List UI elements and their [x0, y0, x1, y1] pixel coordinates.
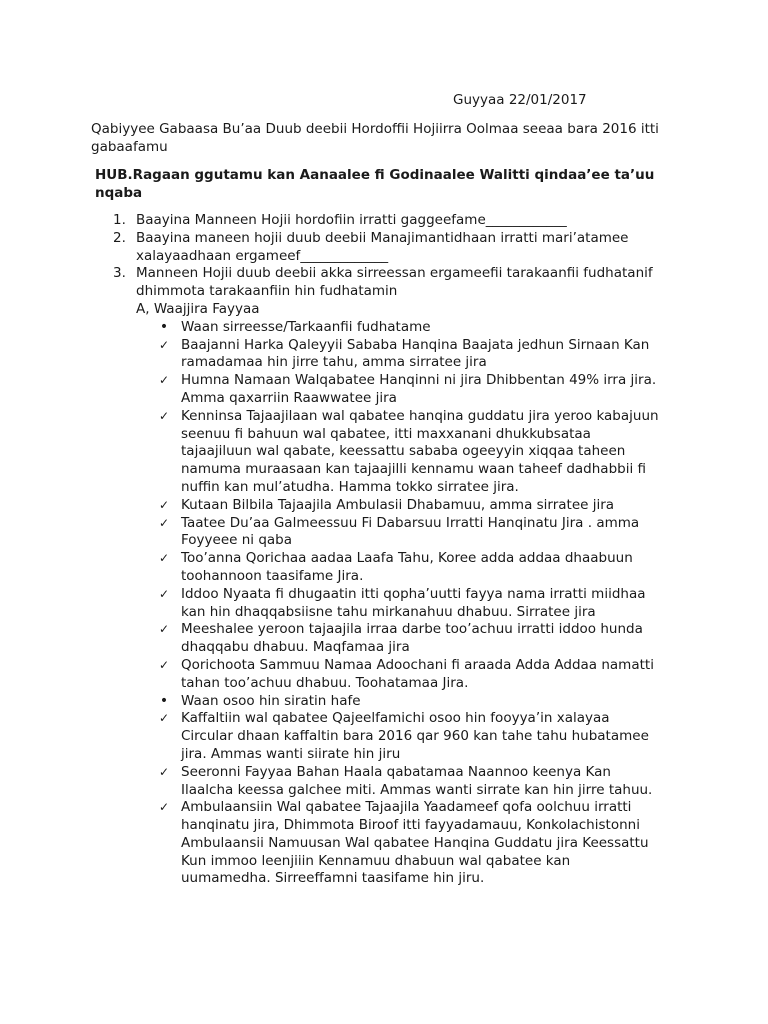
bullet-item: [159, 337, 659, 373]
subheading: A, Waajjira Fayyaa: [136, 300, 260, 317]
bullet-dot-icon: •: [159, 692, 169, 709]
bullet-text: Baajanni Harka Qaleyyii Sababa Hanqina Baajata jedhun Sirnaan Kan ramadamaa hin jirre tahu, amma sirratee jira: [181, 336, 650, 371]
checkmark-icon: ✓: [158, 408, 170, 423]
bullet-text: Qorichoota Sammuu Namaa Adoochani fi araada Adda Addaa namatti tahan too’achuu dhabuu. Toohatamaa Jira.: [181, 656, 654, 691]
bullet-dot-icon: •: [159, 318, 169, 335]
checkmark-icon: ✓: [158, 622, 170, 637]
checkmark-icon: ✓: [158, 551, 170, 566]
item-number: 1.: [113, 212, 126, 228]
item-number: 2.: [113, 229, 126, 246]
bullet-text: Kaffaltiin wal qabatee Qajeelfamichi osoo hin fooyya’in xalayaa Circular dhaan kaffaltin bara 2016 qar 960 kan tahe tahu hubatamee jira. Ammas wanti siirate hin jiru: [181, 710, 649, 762]
intro-paragraph: Qabiyyee Gabaasa Bu’aa Duub deebii Hordoffii Hojiirra Oolmaa seeaa bara 2016 itti gabaafamu: [91, 121, 659, 155]
bullet-text: Waan sirreesse/Tarkaanfii fudhatame: [181, 318, 431, 335]
bullet-item: [159, 408, 659, 497]
item-text: Baayina Manneen Hojii hordofiin irratti gaggeefame____________: [136, 212, 567, 228]
bullet-text: Iddoo Nyaata fi dhugaatin itti qopha’uutti fayya nama irratti miidhaa kan hin dhaqqabsiisne tahu mirkanahuu dhabuu. Sirratee jira: [181, 585, 646, 620]
numbered-item: [91, 230, 691, 266]
bullet-item: [159, 515, 659, 551]
bullet-text: Meeshalee yeroon tajaajila irraa darbe too’achuu irratti iddoo hunda dhaqqabu dhabuu. Maqfamaa jira: [181, 621, 643, 656]
bullet-text: Kenninsa Tajaajilaan wal qabatee hanqina guddatu jira yeroo kabajuun seenuu fi bahuun wal qabatee, itti maxxanani dhukkubsataa tajaajiluun wal qabate, keessattu sababa ogeeyyin xiqqaa taheen namuma muraasaan kan tajaajilli kennamu waan taheef dadhabbii fi nuffin kan mul’atudha. Hamma tokko sirratee jira.: [181, 407, 659, 495]
bullet-text: Humna Namaan Walqabatee Hanqinni ni jira Dhibbentan 49% irra jira. Amma qaxarriin Raawwatee jira: [181, 372, 657, 406]
bullet-list: [159, 319, 659, 889]
bullet-item: [159, 586, 659, 622]
item-number: 3.: [113, 265, 126, 282]
checkmark-icon: ✓: [158, 373, 170, 388]
bullet-text: Seeronni Fayyaa Bahan Haala qabatamaa Naannoo keenya Kan Ilaalcha keessa galchee miti. Ammas wanti sirrate kan hin jirre tahuu.: [181, 763, 653, 798]
bullet-item: [159, 693, 659, 711]
numbered-item: [91, 265, 691, 301]
numbered-list: [91, 212, 691, 888]
bullet-item: [159, 710, 659, 763]
numbered-item: [91, 212, 691, 230]
bullet-item: [159, 621, 659, 657]
bullet-item: [159, 657, 659, 693]
bullet-item: [159, 764, 659, 800]
bullet-text: Too’anna Qorichaa aadaa Laafa Tahu, Koree adda addaa dhaabuun toohannoon taasifame Jira.: [181, 550, 633, 584]
item-text: Manneen Hojii duub deebii akka sirreessan ergameefii tarakaanfii fudhatanif dhimmota tarakaanfiin hin fudhatamin: [136, 265, 653, 300]
checkmark-icon: ✓: [158, 586, 170, 601]
bullet-text: Ambulaansiin Wal qabatee Tajaajila Yaadameef qofa oolchuu irratti hanqinatu jira, Dhimmota Biroof itti fayyadamauu, Konkolachistonni Ambulaansii Namuusan Wal qabatee Hanqina Guddatu jira Keessattu Kun immoo leenjiiin Kennamuu dhabuun wal qabatee kan uumamedha. Sirreeffamni taasifame hin jiru.: [181, 799, 649, 887]
bullet-item: [159, 497, 659, 515]
checkmark-icon: ✓: [158, 337, 170, 352]
hub-note-heading: HUB.Ragaan ggutamu kan Aanaalee fi Godinaalee Walitti qindaa’ee ta’uu nqaba: [95, 167, 655, 201]
checkmark-icon: ✓: [158, 711, 170, 726]
bullet-item: [159, 799, 659, 888]
bullet-text: Kutaan Bilbila Tajaajila Ambulasii Dhabamuu, amma sirratee jira: [181, 496, 615, 513]
checkmark-icon: ✓: [158, 800, 170, 815]
bullet-text: Taatee Du’aa Galmeessuu Fi Dabarsuu Irratti Hanqinatu Jira . amma Foyyeee ni qaba: [181, 514, 640, 549]
checkmark-icon: ✓: [158, 657, 170, 672]
checkmark-icon: ✓: [158, 515, 170, 530]
bullet-item: [159, 550, 659, 586]
checkmark-icon: ✓: [158, 497, 170, 512]
checkmark-icon: ✓: [158, 764, 170, 779]
bullet-item: [159, 372, 659, 408]
bullet-item: [159, 319, 659, 337]
bullet-text: Waan osoo hin siratin hafe: [181, 692, 361, 709]
document-date: Guyyaa 22/01/2017: [453, 92, 587, 108]
item-text: Baayina maneen hojii duub deebii Manajimantidhaan irratti mari’atamee xalayaadhaan ergameef_____________: [136, 229, 629, 264]
